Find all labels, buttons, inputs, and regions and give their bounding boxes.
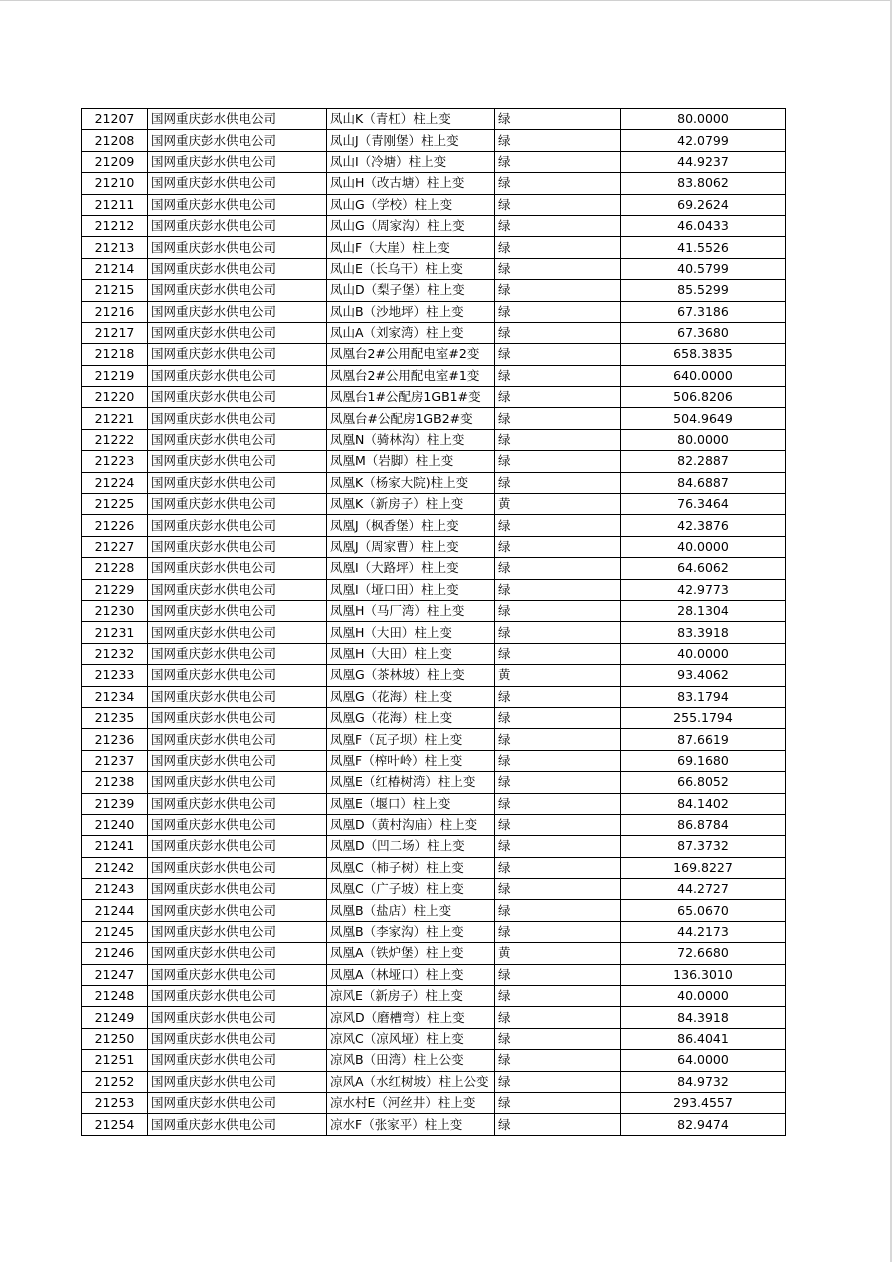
cell-company: 国网重庆彭水供电公司 [148, 451, 327, 472]
cell-company: 国网重庆彭水供电公司 [148, 1092, 327, 1113]
cell-status: 绿 [495, 964, 621, 985]
cell-id: 21254 [82, 1114, 148, 1135]
cell-transformer-name: 凤凰D（凹二场）柱上变 [327, 836, 495, 857]
cell-id: 21220 [82, 387, 148, 408]
cell-value: 67.3680 [621, 322, 786, 343]
cell-transformer-name: 凤凰I（垭口田）柱上变 [327, 579, 495, 600]
cell-status: 绿 [495, 1071, 621, 1092]
cell-transformer-name: 凤凰M（岩脚）柱上变 [327, 451, 495, 472]
cell-company: 国网重庆彭水供电公司 [148, 622, 327, 643]
cell-status: 绿 [495, 643, 621, 664]
table-row [82, 215, 786, 236]
cell-id: 21223 [82, 451, 148, 472]
table-row [82, 600, 786, 621]
cell-status: 绿 [495, 344, 621, 365]
cell-company: 国网重庆彭水供电公司 [148, 793, 327, 814]
cell-status: 绿 [495, 772, 621, 793]
page-top-edge [0, 0, 892, 1]
table-row [82, 408, 786, 429]
cell-value: 86.8784 [621, 814, 786, 835]
cell-id: 21236 [82, 729, 148, 750]
cell-company: 国网重庆彭水供电公司 [148, 280, 327, 301]
cell-company: 国网重庆彭水供电公司 [148, 836, 327, 857]
cell-status: 绿 [495, 857, 621, 878]
cell-transformer-name: 凤凰B（李家沟）柱上变 [327, 921, 495, 942]
cell-id: 21212 [82, 215, 148, 236]
cell-company: 国网重庆彭水供电公司 [148, 344, 327, 365]
cell-value: 255.1794 [621, 707, 786, 728]
cell-status: 绿 [495, 472, 621, 493]
cell-company: 国网重庆彭水供电公司 [148, 215, 327, 236]
cell-company: 国网重庆彭水供电公司 [148, 750, 327, 771]
cell-company: 国网重庆彭水供电公司 [148, 429, 327, 450]
cell-status: 绿 [495, 579, 621, 600]
cell-id: 21208 [82, 130, 148, 151]
table-row [82, 130, 786, 151]
cell-transformer-name: 凤山J（青刚堡）柱上变 [327, 130, 495, 151]
cell-status: 绿 [495, 1028, 621, 1049]
cell-status: 黄 [495, 665, 621, 686]
cell-company: 国网重庆彭水供电公司 [148, 472, 327, 493]
table-row [82, 237, 786, 258]
cell-company: 国网重庆彭水供电公司 [148, 558, 327, 579]
table-row [82, 151, 786, 172]
cell-status: 绿 [495, 237, 621, 258]
cell-transformer-name: 凤山G（周家沟）柱上变 [327, 215, 495, 236]
cell-value: 84.9732 [621, 1071, 786, 1092]
cell-status: 绿 [495, 194, 621, 215]
cell-company: 国网重庆彭水供电公司 [148, 986, 327, 1007]
cell-status: 绿 [495, 536, 621, 557]
cell-company: 国网重庆彭水供电公司 [148, 536, 327, 557]
cell-id: 21210 [82, 173, 148, 194]
cell-transformer-name: 凤凰I（大路坪）柱上变 [327, 558, 495, 579]
table-row [82, 258, 786, 279]
cell-id: 21222 [82, 429, 148, 450]
cell-status: 绿 [495, 1092, 621, 1113]
cell-company: 国网重庆彭水供电公司 [148, 109, 327, 130]
cell-transformer-name: 凤凰A（林垭口）柱上变 [327, 964, 495, 985]
cell-value: 42.0799 [621, 130, 786, 151]
cell-value: 72.6680 [621, 943, 786, 964]
cell-id: 21224 [82, 472, 148, 493]
cell-transformer-name: 凤凰F（瓦子坝）柱上变 [327, 729, 495, 750]
cell-value: 504.9649 [621, 408, 786, 429]
cell-value: 76.3464 [621, 494, 786, 515]
table-row [82, 451, 786, 472]
cell-value: 44.2727 [621, 879, 786, 900]
cell-status: 绿 [495, 1050, 621, 1071]
cell-status: 绿 [495, 558, 621, 579]
cell-transformer-name: 凤凰E（红椿树湾）柱上变 [327, 772, 495, 793]
cell-status: 绿 [495, 729, 621, 750]
cell-company: 国网重庆彭水供电公司 [148, 322, 327, 343]
table-row [82, 536, 786, 557]
cell-company: 国网重庆彭水供电公司 [148, 130, 327, 151]
cell-company: 国网重庆彭水供电公司 [148, 772, 327, 793]
table-row [82, 900, 786, 921]
cell-id: 21231 [82, 622, 148, 643]
table-row [82, 429, 786, 450]
cell-id: 21239 [82, 793, 148, 814]
cell-transformer-name: 凤山E（长乌干）柱上变 [327, 258, 495, 279]
cell-status: 绿 [495, 408, 621, 429]
table-row [82, 194, 786, 215]
cell-id: 21234 [82, 686, 148, 707]
cell-value: 83.8062 [621, 173, 786, 194]
cell-id: 21209 [82, 151, 148, 172]
cell-transformer-name: 凤山I（冷塘）柱上变 [327, 151, 495, 172]
cell-status: 绿 [495, 280, 621, 301]
cell-value: 46.0433 [621, 215, 786, 236]
cell-id: 21214 [82, 258, 148, 279]
cell-value: 44.2173 [621, 921, 786, 942]
cell-status: 绿 [495, 836, 621, 857]
cell-id: 21249 [82, 1007, 148, 1028]
cell-status: 绿 [495, 1114, 621, 1135]
cell-value: 169.8227 [621, 857, 786, 878]
table-row [82, 1050, 786, 1071]
cell-transformer-name: 凤山F（大崖）柱上变 [327, 237, 495, 258]
cell-transformer-name: 凤山D（梨子堡）柱上变 [327, 280, 495, 301]
cell-value: 293.4557 [621, 1092, 786, 1113]
table-row [82, 643, 786, 664]
cell-value: 85.5299 [621, 280, 786, 301]
cell-transformer-name: 凤凰K（新房子）柱上变 [327, 494, 495, 515]
cell-company: 国网重庆彭水供电公司 [148, 921, 327, 942]
table-row [82, 515, 786, 536]
cell-id: 21216 [82, 301, 148, 322]
cell-status: 绿 [495, 1007, 621, 1028]
table-row [82, 772, 786, 793]
cell-transformer-name: 凤凰H（大田）柱上变 [327, 643, 495, 664]
cell-status: 黄 [495, 494, 621, 515]
table-row [82, 986, 786, 1007]
table-row [82, 365, 786, 386]
cell-value: 40.0000 [621, 536, 786, 557]
cell-id: 21251 [82, 1050, 148, 1071]
table-row [82, 729, 786, 750]
table-row [82, 558, 786, 579]
cell-value: 506.8206 [621, 387, 786, 408]
cell-status: 绿 [495, 322, 621, 343]
cell-transformer-name: 凉风E（新房子）柱上变 [327, 986, 495, 1007]
cell-transformer-name: 凤凰H（大田）柱上变 [327, 622, 495, 643]
table-row [82, 472, 786, 493]
cell-status: 绿 [495, 130, 621, 151]
cell-id: 21253 [82, 1092, 148, 1113]
cell-value: 136.3010 [621, 964, 786, 985]
cell-transformer-name: 凤凰台1#公配房1GB1#变 [327, 387, 495, 408]
cell-company: 国网重庆彭水供电公司 [148, 943, 327, 964]
cell-id: 21213 [82, 237, 148, 258]
cell-transformer-name: 凤凰C（柿子树）柱上变 [327, 857, 495, 878]
cell-company: 国网重庆彭水供电公司 [148, 494, 327, 515]
cell-id: 21237 [82, 750, 148, 771]
table-row [82, 665, 786, 686]
cell-id: 21225 [82, 494, 148, 515]
cell-status: 绿 [495, 109, 621, 130]
cell-transformer-name: 凤山A（刘家湾）柱上变 [327, 322, 495, 343]
cell-id: 21227 [82, 536, 148, 557]
cell-value: 64.0000 [621, 1050, 786, 1071]
cell-status: 绿 [495, 258, 621, 279]
cell-transformer-name: 凤凰H（马厂湾）柱上变 [327, 600, 495, 621]
cell-company: 国网重庆彭水供电公司 [148, 900, 327, 921]
cell-status: 绿 [495, 387, 621, 408]
cell-transformer-name: 凤凰台2#公用配电室#1变 [327, 365, 495, 386]
table-row [82, 814, 786, 835]
cell-transformer-name: 凤凰F（榨叶岭）柱上变 [327, 750, 495, 771]
cell-value: 84.6887 [621, 472, 786, 493]
cell-company: 国网重庆彭水供电公司 [148, 814, 327, 835]
cell-company: 国网重庆彭水供电公司 [148, 515, 327, 536]
cell-transformer-name: 凉风D（磨槽弯）柱上变 [327, 1007, 495, 1028]
cell-transformer-name: 凉风B（田湾）柱上公变 [327, 1050, 495, 1071]
cell-value: 82.2887 [621, 451, 786, 472]
cell-value: 640.0000 [621, 365, 786, 386]
table-row [82, 387, 786, 408]
cell-transformer-name: 凤凰台2#公用配电室#2变 [327, 344, 495, 365]
cell-company: 国网重庆彭水供电公司 [148, 686, 327, 707]
cell-transformer-name: 凤山G（学校）柱上变 [327, 194, 495, 215]
table-row [82, 1092, 786, 1113]
cell-value: 80.0000 [621, 429, 786, 450]
cell-transformer-name: 凤凰G（茶林坡）柱上变 [327, 665, 495, 686]
cell-company: 国网重庆彭水供电公司 [148, 964, 327, 985]
data-table [81, 108, 786, 1136]
cell-company: 国网重庆彭水供电公司 [148, 365, 327, 386]
table-row [82, 686, 786, 707]
cell-id: 21243 [82, 879, 148, 900]
cell-company: 国网重庆彭水供电公司 [148, 665, 327, 686]
table-row [82, 109, 786, 130]
cell-company: 国网重庆彭水供电公司 [148, 857, 327, 878]
cell-value: 87.3732 [621, 836, 786, 857]
cell-transformer-name: 凤凰C（广子坡）柱上变 [327, 879, 495, 900]
cell-transformer-name: 凤凰E（堰口）柱上变 [327, 793, 495, 814]
cell-value: 28.1304 [621, 600, 786, 621]
cell-company: 国网重庆彭水供电公司 [148, 387, 327, 408]
cell-company: 国网重庆彭水供电公司 [148, 258, 327, 279]
table-row [82, 921, 786, 942]
table-row [82, 301, 786, 322]
cell-status: 绿 [495, 986, 621, 1007]
cell-status: 绿 [495, 429, 621, 450]
cell-company: 国网重庆彭水供电公司 [148, 1114, 327, 1135]
cell-value: 42.9773 [621, 579, 786, 600]
table-row [82, 836, 786, 857]
cell-company: 国网重庆彭水供电公司 [148, 301, 327, 322]
cell-id: 21244 [82, 900, 148, 921]
cell-transformer-name: 凤凰台#公配房1GB2#变 [327, 408, 495, 429]
cell-transformer-name: 凤凰G（花海）柱上变 [327, 686, 495, 707]
cell-value: 84.3918 [621, 1007, 786, 1028]
cell-transformer-name: 凤凰D（黄村沟庙）柱上变 [327, 814, 495, 835]
cell-transformer-name: 凤凰A（铁炉堡）柱上变 [327, 943, 495, 964]
cell-transformer-name: 凤凰K（杨家大院)柱上变 [327, 472, 495, 493]
cell-company: 国网重庆彭水供电公司 [148, 707, 327, 728]
table-row [82, 964, 786, 985]
cell-value: 42.3876 [621, 515, 786, 536]
cell-value: 65.0670 [621, 900, 786, 921]
cell-id: 21215 [82, 280, 148, 301]
cell-id: 21229 [82, 579, 148, 600]
cell-status: 绿 [495, 750, 621, 771]
table-row [82, 344, 786, 365]
table-row [82, 1114, 786, 1135]
cell-company: 国网重庆彭水供电公司 [148, 1071, 327, 1092]
cell-transformer-name: 凉风A（水红树坡）柱上公变 [327, 1071, 495, 1092]
cell-value: 41.5526 [621, 237, 786, 258]
cell-value: 44.9237 [621, 151, 786, 172]
cell-transformer-name: 凤凰B（盐店）柱上变 [327, 900, 495, 921]
table-row [82, 280, 786, 301]
table-row [82, 707, 786, 728]
table-row [82, 857, 786, 878]
cell-id: 21242 [82, 857, 148, 878]
cell-value: 67.3186 [621, 301, 786, 322]
cell-status: 绿 [495, 814, 621, 835]
cell-transformer-name: 凤山H（改古塘）柱上变 [327, 173, 495, 194]
cell-company: 国网重庆彭水供电公司 [148, 643, 327, 664]
cell-transformer-name: 凤凰N（骑林沟）柱上变 [327, 429, 495, 450]
cell-value: 69.2624 [621, 194, 786, 215]
cell-id: 21226 [82, 515, 148, 536]
cell-status: 绿 [495, 600, 621, 621]
cell-value: 66.8052 [621, 772, 786, 793]
cell-transformer-name: 凤凰J（枫香堡）柱上变 [327, 515, 495, 536]
cell-id: 21233 [82, 665, 148, 686]
cell-status: 绿 [495, 515, 621, 536]
cell-value: 80.0000 [621, 109, 786, 130]
cell-value: 658.3835 [621, 344, 786, 365]
cell-status: 绿 [495, 173, 621, 194]
cell-id: 21232 [82, 643, 148, 664]
cell-transformer-name: 凉水F（张家平）柱上变 [327, 1114, 495, 1135]
cell-company: 国网重庆彭水供电公司 [148, 1028, 327, 1049]
table-row [82, 1071, 786, 1092]
cell-id: 21252 [82, 1071, 148, 1092]
cell-status: 绿 [495, 451, 621, 472]
cell-value: 40.0000 [621, 643, 786, 664]
cell-transformer-name: 凤凰G（花海）柱上变 [327, 707, 495, 728]
table-row [82, 943, 786, 964]
cell-company: 国网重庆彭水供电公司 [148, 151, 327, 172]
table-row [82, 750, 786, 771]
cell-id: 21247 [82, 964, 148, 985]
cell-value: 83.3918 [621, 622, 786, 643]
cell-value: 64.6062 [621, 558, 786, 579]
table-row [82, 579, 786, 600]
cell-status: 绿 [495, 215, 621, 236]
cell-company: 国网重庆彭水供电公司 [148, 237, 327, 258]
cell-status: 绿 [495, 900, 621, 921]
cell-value: 40.5799 [621, 258, 786, 279]
table-row [82, 173, 786, 194]
cell-status: 绿 [495, 879, 621, 900]
cell-transformer-name: 凤凰J（周家曹）柱上变 [327, 536, 495, 557]
cell-company: 国网重庆彭水供电公司 [148, 1050, 327, 1071]
cell-status: 绿 [495, 301, 621, 322]
cell-company: 国网重庆彭水供电公司 [148, 173, 327, 194]
cell-id: 21240 [82, 814, 148, 835]
cell-value: 86.4041 [621, 1028, 786, 1049]
cell-company: 国网重庆彭水供电公司 [148, 879, 327, 900]
cell-value: 84.1402 [621, 793, 786, 814]
cell-transformer-name: 凉风C（凉风垭）柱上变 [327, 1028, 495, 1049]
cell-company: 国网重庆彭水供电公司 [148, 1007, 327, 1028]
cell-id: 21248 [82, 986, 148, 1007]
cell-status: 绿 [495, 151, 621, 172]
cell-id: 21246 [82, 943, 148, 964]
cell-company: 国网重庆彭水供电公司 [148, 194, 327, 215]
cell-transformer-name: 凉水村E（河丝井）柱上变 [327, 1092, 495, 1113]
table-row [82, 1028, 786, 1049]
cell-status: 绿 [495, 793, 621, 814]
table-row [82, 1007, 786, 1028]
cell-status: 绿 [495, 707, 621, 728]
table-row [82, 793, 786, 814]
cell-value: 93.4062 [621, 665, 786, 686]
cell-id: 21211 [82, 194, 148, 215]
cell-value: 83.1794 [621, 686, 786, 707]
cell-company: 国网重庆彭水供电公司 [148, 579, 327, 600]
table-row [82, 622, 786, 643]
cell-id: 21219 [82, 365, 148, 386]
cell-transformer-name: 凤山B（沙地坪）柱上变 [327, 301, 495, 322]
table-row [82, 879, 786, 900]
cell-value: 69.1680 [621, 750, 786, 771]
cell-value: 87.6619 [621, 729, 786, 750]
cell-id: 21241 [82, 836, 148, 857]
cell-company: 国网重庆彭水供电公司 [148, 408, 327, 429]
cell-id: 21238 [82, 772, 148, 793]
cell-id: 21221 [82, 408, 148, 429]
cell-status: 绿 [495, 622, 621, 643]
cell-company: 国网重庆彭水供电公司 [148, 600, 327, 621]
cell-status: 绿 [495, 921, 621, 942]
cell-id: 21228 [82, 558, 148, 579]
cell-id: 21218 [82, 344, 148, 365]
cell-id: 21250 [82, 1028, 148, 1049]
cell-status: 黄 [495, 943, 621, 964]
cell-id: 21230 [82, 600, 148, 621]
cell-id: 21245 [82, 921, 148, 942]
table-row [82, 322, 786, 343]
cell-company: 国网重庆彭水供电公司 [148, 729, 327, 750]
cell-status: 绿 [495, 686, 621, 707]
table-row [82, 494, 786, 515]
cell-id: 21235 [82, 707, 148, 728]
cell-value: 40.0000 [621, 986, 786, 1007]
table-body [82, 109, 786, 1136]
cell-value: 82.9474 [621, 1114, 786, 1135]
cell-id: 21207 [82, 109, 148, 130]
cell-id: 21217 [82, 322, 148, 343]
cell-status: 绿 [495, 365, 621, 386]
cell-transformer-name: 凤山K（青杠）柱上变 [327, 109, 495, 130]
